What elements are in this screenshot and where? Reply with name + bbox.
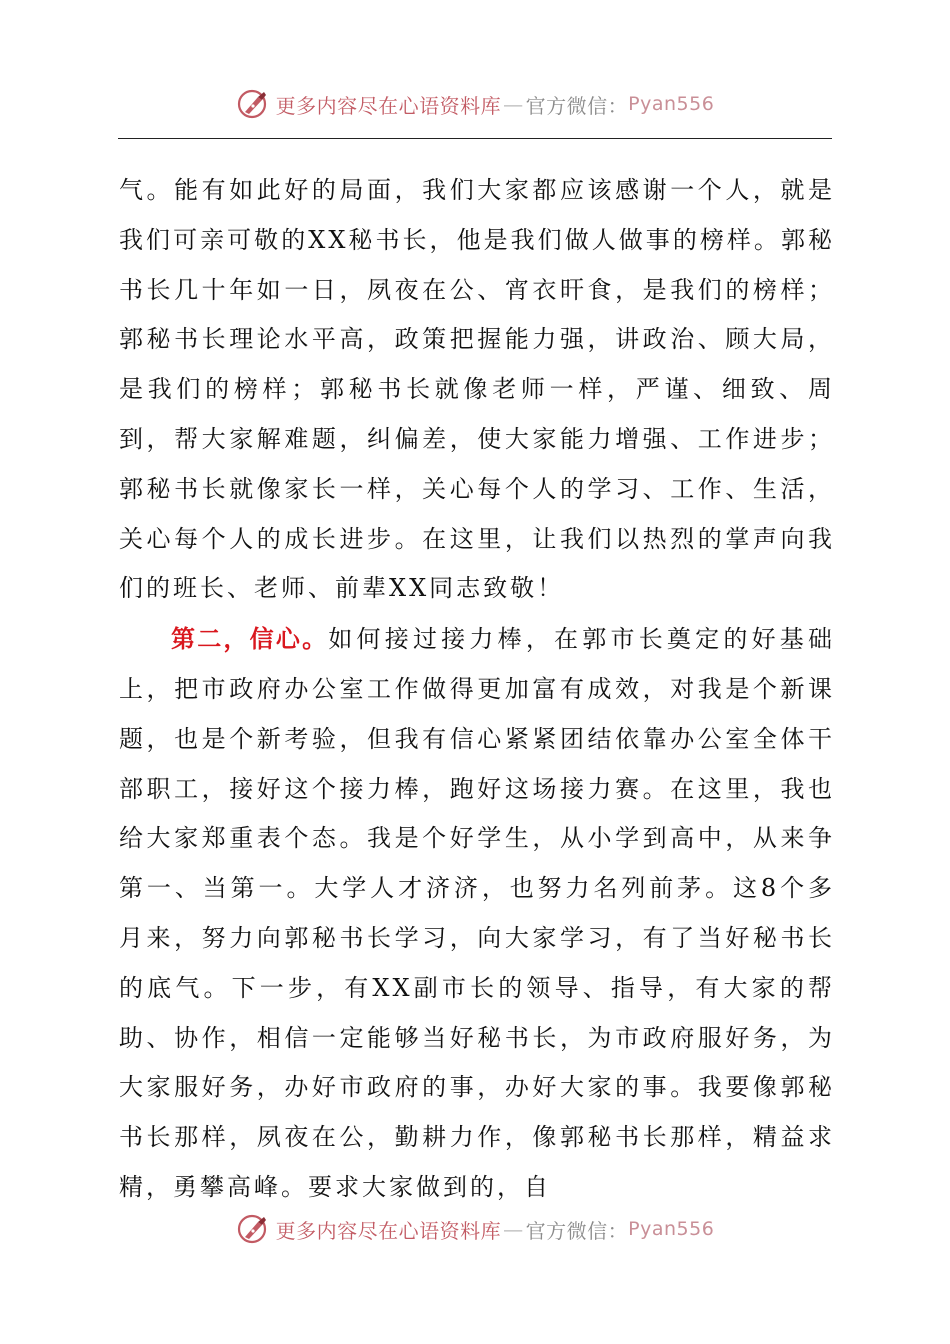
watermark-contact-label: 官方微信： <box>525 1218 629 1243</box>
watermark-main-text: 更多内容尽在心语资料库 <box>275 1218 502 1243</box>
watermark-contact-id: Pyan556 <box>628 1218 715 1240</box>
header-divider <box>118 138 832 139</box>
pen-nib-circle-icon <box>236 1212 270 1246</box>
paragraph-2 <box>119 614 835 1213</box>
section-heading-confidence: 第二，信心。 <box>171 624 329 654</box>
watermark-contact-id: Pyan556 <box>628 93 715 115</box>
pen-nib-circle-icon <box>236 87 270 121</box>
watermark-main-text: 更多内容尽在心语资料库 <box>275 93 502 118</box>
footer-watermark <box>0 1209 950 1249</box>
paragraph-2-text: 如何接过接力棒，在郭市长奠定的好基础上，把市政府办公室工作做得更加富有成效，对我是个新课题，也是个新考验，但我有信心紧紧团结依靠办公室全体干部职工，接好这个接力棒，跑好这场接力赛。在这里，我也给大家郑重表个态。我是个好学生，从小学到高中，从来争第一、当第一。大学人才济济，也努力名列前茅。这8个多月来，努力向郭秘书长学习，向大家学习，有了当好秘书长的底气。下一步，有XX副市长的领导、指导，有大家的帮助、协作，相信一定能够当好秘书长，为市政府服好务，为大家服好务，办好市政府的事，办好大家的事。我要像郭秘书长那样，夙夜在公，勤耕力作，像郭秘书长那样，精益求精，勇攀高峰。要求大家做到的，自 <box>119 625 836 1201</box>
watermark-separator: — <box>503 1217 524 1241</box>
document-body <box>119 166 835 1213</box>
watermark-separator: — <box>503 92 524 116</box>
header-watermark <box>0 84 950 124</box>
watermark-contact-label: 官方微信： <box>525 93 629 118</box>
paragraph-1: 气。能有如此好的局面，我们大家都应该感谢一个人，就是我们可亲可敬的XX秘书长，他是我们做人做事的榜样。郭秘书长几十年如一日，夙夜在公、宵衣旰食，是我们的榜样；郭秘书长理论水平高，政策把握能力强，讲政治、顾大局，是我们的榜样；郭秘书长就像老师一样，严谨、细致、周到，帮大家解难题，纠偏差，使大家能力增强、工作进步；郭秘书长就像家长一样，关心每个人的学习、工作、生活，关心每个人的成长进步。在这里，让我们以热烈的掌声向我们的班长、老师、前辈XX同志致敬！ <box>119 176 835 603</box>
